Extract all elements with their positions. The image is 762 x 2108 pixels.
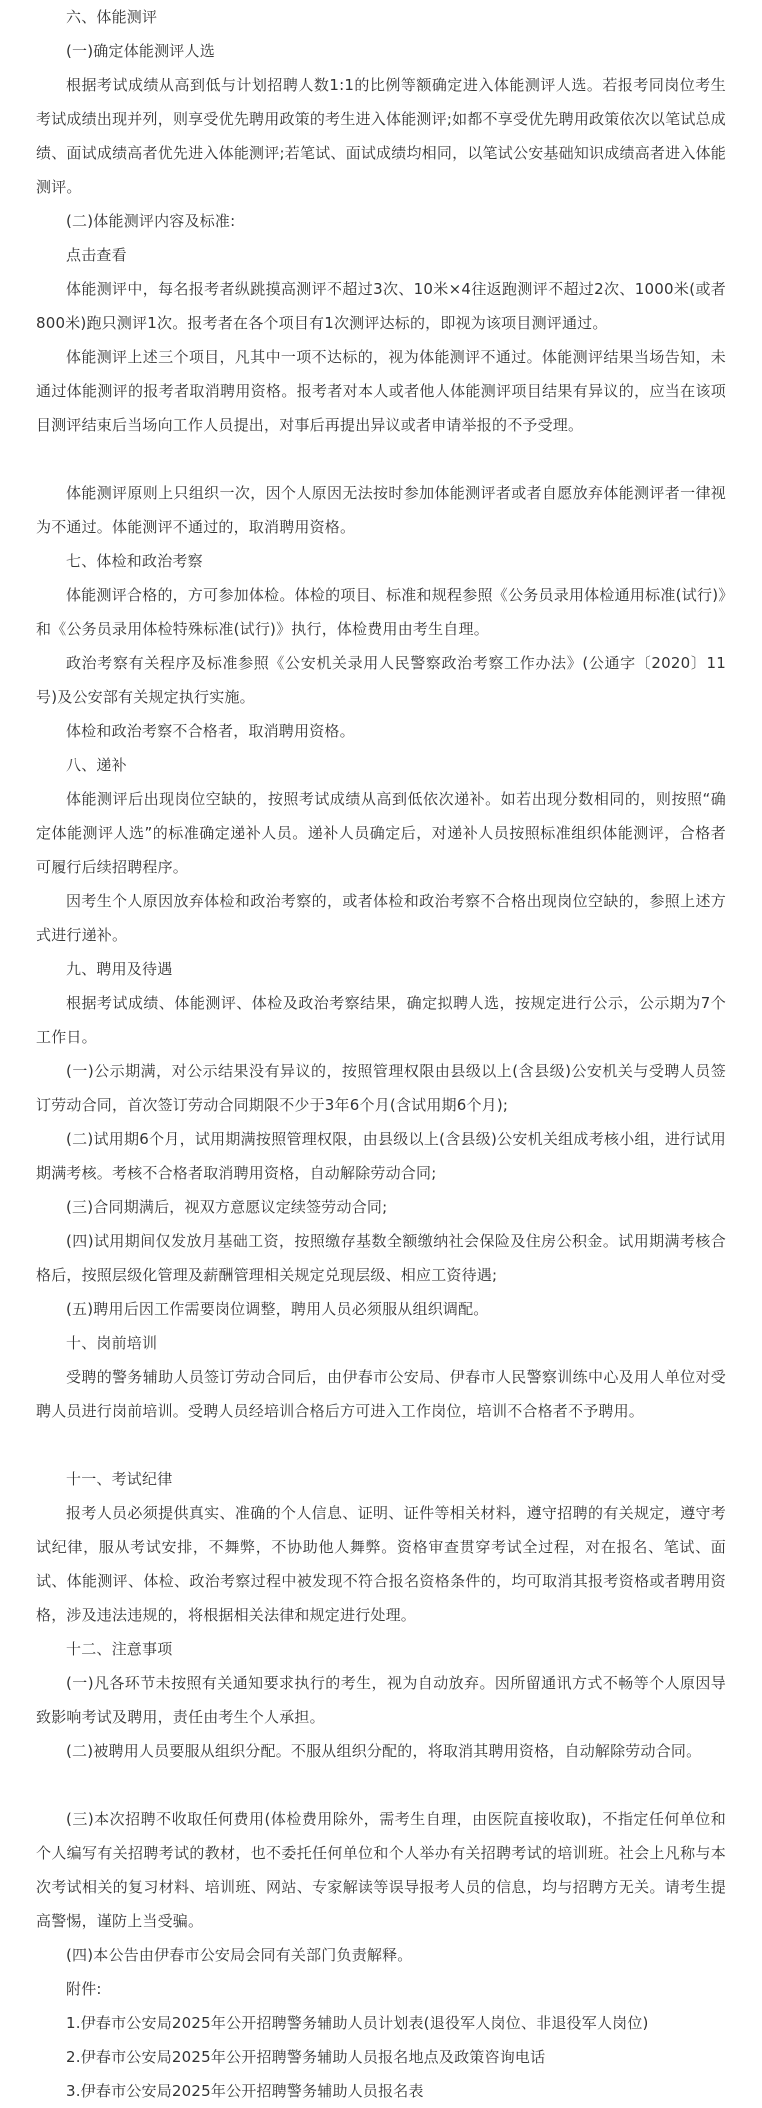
section-9-heading: 九、聘用及待遇: [66, 960, 173, 978]
paragraph: 体能测评后出现岗位空缺的，按照考试成绩从高到低依次递补。如若出现分数相同的，则按照“确定体能测评人选”的标准确定递补人员。递补人员确定后，对递补人员按照标准组织体能测评，合格者可履行后续招聘程序。: [36, 790, 726, 876]
attachments-label: 附件:: [66, 1980, 102, 1998]
paragraph: 受聘的警务辅助人员签订劳动合同后，由伊春市公安局、伊春市人民警察训练中心及用人单位对受聘人员进行岗前培训。受聘人员经培训合格后方可进入工作岗位，培训不合格者不予聘用。: [36, 1368, 726, 1420]
paragraph: (二)被聘用人员要服从组织分配。不服从组织分配的，将取消其聘用资格，自动解除劳动合同。: [66, 1742, 702, 1760]
paragraph: 体能测评合格的，方可参加体检。体检的项目、标准和规程参照《公务员录用体检通用标准(试行)》和《公务员录用体检特殊标准(试行)》执行，体检费用由考生自理。: [36, 586, 726, 638]
section-7-heading: 七、体检和政治考察: [66, 552, 203, 570]
paragraph: (一)凡各环节未按照有关通知要求执行的考生，视为自动放弃。因所留通讯方式不畅等个人原因导致影响考试及聘用，责任由考生个人承担。: [36, 1674, 726, 1726]
paragraph: (三)本次招聘不收取任何费用(体检费用除外，需考生自理，由医院直接收取)，不指定任何单位和个人编写有关招聘考试的教材，也不委托任何单位和个人举办有关招聘考试的培训班。社会上凡称与本次考试相关的复习材料、培训班、网站、专家解读等误导报考人员的信息，均与招聘方无关。请考生提高警惕，谨防上当受骗。: [36, 1810, 726, 1930]
paragraph: 政治考察有关程序及标准参照《公安机关录用人民警察政治考察工作办法》(公通字〔2020〕11号)及公安部有关规定执行实施。: [36, 654, 726, 706]
paragraph: (五)聘用后因工作需要岗位调整，聘用人员必须服从组织调配。: [66, 1300, 489, 1318]
attachment-link[interactable]: 1.伊春市公安局2025年公开招聘警务辅助人员计划表(退役军人岗位、非退役军人岗位): [66, 2014, 649, 2032]
subsection-heading: (一)确定体能测评人选: [66, 42, 215, 60]
paragraph: 根据考试成绩从高到低与计划招聘人数1:1的比例等额确定进入体能测评人选。若报考同岗位考生考试成绩出现并列，则享受优先聘用政策的考生进入体能测评;如都不享受优先聘用政策依次以笔试总成绩、面试成绩高者优先进入体能测评;若笔试、面试成绩均相同，以笔试公安基础知识成绩高者进入体能测评。: [36, 76, 726, 196]
paragraph: (四)试用期间仅发放月基础工资，按照缴存基数全额缴纳社会保险及住房公积金。试用期满考核合格后，按照层级化管理及薪酬管理相关规定兑现层级、相应工资待遇;: [36, 1232, 726, 1284]
paragraph: (二)试用期6个月，试用期满按照管理权限，由县级以上(含县级)公安机关组成考核小组，进行试用期满考核。考核不合格者取消聘用资格，自动解除劳动合同;: [36, 1130, 726, 1182]
paragraph: 因考生个人原因放弃体检和政治考察的，或者体检和政治考察不合格出现岗位空缺的，参照上述方式进行递补。: [36, 892, 726, 944]
section-6-heading: 六、体能测评: [66, 8, 158, 26]
attachment-link[interactable]: 2.伊春市公安局2025年公开招聘警务辅助人员报名地点及政策咨询电话: [66, 2048, 546, 2066]
paragraph: 体能测评上述三个项目，凡其中一项不达标的，视为体能测评不通过。体能测评结果当场告知，未通过体能测评的报考者取消聘用资格。报考者对本人或者他人体能测评项目结果有异议的，应当在该项目测评结束后当场向工作人员提出，对事后再提出异议或者申请举报的不予受理。: [36, 348, 726, 434]
paragraph: (一)公示期满，对公示结果没有异议的，按照管理权限由县级以上(含县级)公安机关与受聘人员签订劳动合同，首次签订劳动合同期限不少于3年6个月(含试用期6个月);: [36, 1062, 726, 1114]
section-12-heading: 十二、注意事项: [66, 1640, 173, 1658]
subsection-heading: (二)体能测评内容及标准:: [66, 212, 236, 230]
paragraph: (四)本公告由伊春市公安局会同有关部门负责解释。: [66, 1946, 413, 1964]
attachment-link[interactable]: 3.伊春市公安局2025年公开招聘警务辅助人员报名表: [66, 2082, 424, 2100]
paragraph: 体能测评中，每名报考者纵跳摸高测评不超过3次、10米×4往返跑测评不超过2次、1000米(或者800米)跑只测评1次。报考者在各个项目有1次测评达标的，即视为该项目测评通过。: [36, 280, 726, 332]
section-10-heading: 十、岗前培训: [66, 1334, 158, 1352]
paragraph: (三)合同期满后，视双方意愿议定续签劳动合同;: [66, 1198, 388, 1216]
paragraph: 根据考试成绩、体能测评、体检及政治考察结果，确定拟聘人选，按规定进行公示，公示期为7个工作日。: [36, 994, 726, 1046]
section-8-heading: 八、递补: [66, 756, 127, 774]
paragraph: 报考人员必须提供真实、准确的个人信息、证明、证件等相关材料，遵守招聘的有关规定，遵守考试纪律，服从考试安排，不舞弊，不协助他人舞弊。资格审查贯穿考试全过程，对在报名、笔试、面试、体能测评、体检、政治考察过程中被发现不符合报名资格条件的，均可取消其报考资格或者聘用资格，涉及违法违规的，将根据相关法律和规定进行处理。: [36, 1504, 726, 1624]
section-11-heading: 十一、考试纪律: [66, 1470, 173, 1488]
view-details-link[interactable]: 点击查看: [66, 246, 127, 264]
paragraph: 体检和政治考察不合格者，取消聘用资格。: [66, 722, 355, 740]
paragraph: 体能测评原则上只组织一次，因个人原因无法按时参加体能测评者或者自愿放弃体能测评者一律视为不通过。体能测评不通过的，取消聘用资格。: [36, 484, 726, 536]
